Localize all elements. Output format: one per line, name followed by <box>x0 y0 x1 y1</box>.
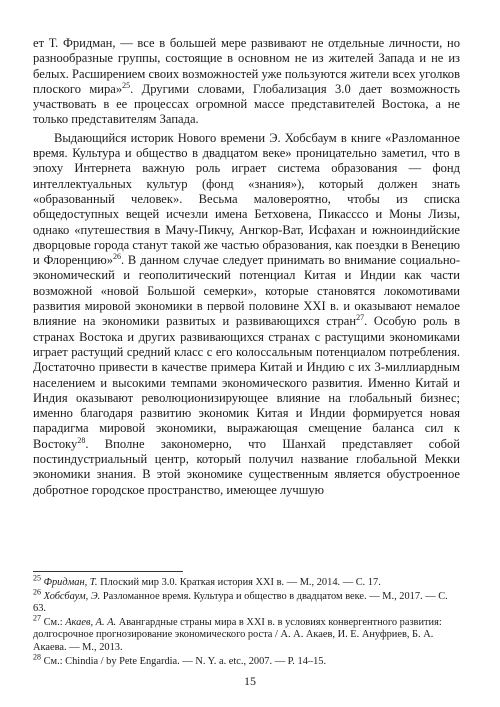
footnote-text: Авангардные страны мира в XXI в. в условиях конвергентного развития: долгосрочное прогнозирование экономического роста / А. А. Акаев, И. Е. Ануфриев, Б. А. Акаева. — М., 2013. <box>33 616 442 653</box>
paragraph-text: Выдающийся историк Нового времени Э. Хобсбаум в книге «Разломанное время. Культура и общество в двадцатом веке» проницательно заметил, что в эпоху Интернета важную роль играет система образования — фонд интеллектуальных культур (фонд «знания»), который должен знать «образованный человек». Весьма маловероятно, чтобы из списка общедоступных вещей исчезли имена Бетховена, Пикасссо и Моны Лизы, однако «путешествия в Мачу-Пикчу, Ангкор-Ват, Исфахан и южноиндийские дворцовые города станут такой же частью образования, как поездки в Венецию и Флоренцию» <box>33 130 460 268</box>
footnote-author: Хобсбаум, Э. <box>43 590 101 602</box>
footnote-number: 27 <box>33 613 41 623</box>
footnote-number: 26 <box>33 587 41 597</box>
paragraph-text: . Особую роль в странах Востока и других развивающихся странах с растущими экономиками играет растущий средний класс с его колоссальным потенциалом потребления. Достаточно привести в качестве примера Китай и Индию с их 3-миллиардным населением и высокими темпами экономического развития. Именно Китай и Индия оказывают революционизирующее влияние на глобальный бизнес; именно благодаря развитию экономик Китая и Индии формируется новая парадигма мировой экономики, выражающая смещение баланса сил к Востоку <box>33 314 461 451</box>
footnote-26 <box>33 587 460 616</box>
footnotes <box>33 573 460 669</box>
footnote-divider <box>33 571 183 572</box>
paragraph-text: . В данном случае следует принимать во внимание социально-экономический и геополитический потенциал Китая и Индии как части возможной «новой Большой семерки», которые становятся локомотивами развития мировой экономики в первой половине XXI в. и оказывают немалое влияние на экономики развитых и развивающихся стран <box>33 253 460 329</box>
footnote-ref-25: 25 <box>122 80 131 90</box>
paragraph-text: ет Т. Фридман, — все в большей мере развивают не отдельные личности, но разнообразные группы, состоящие в основном не из жителей Запада и не из белых. Расширением своих возможностей уже пользуются жители всех уголков плоского мира» <box>33 36 460 96</box>
footnote-number: 28 <box>33 652 41 662</box>
footnote-text: Плоский мир 3.0. Краткая история XXI в. — М., 2014. — С. 17. <box>97 577 381 588</box>
main-text <box>33 36 460 498</box>
footnote-number: 25 <box>33 573 41 583</box>
paragraph-text: . Другими словами, Глобализация 3.0 дает возможность участвовать в ее процессах огромной массе представителей Востока, а не только представителям Запада. <box>33 81 460 127</box>
footnote-text: См.: Chindia / by Pete Engardia. — N. Y. a. etc., 2007. — P. 14–15. <box>41 655 327 667</box>
page-number: 15 <box>244 674 256 688</box>
footnote-ref-28: 28 <box>77 435 86 445</box>
paragraph-2 <box>33 131 460 498</box>
footnote-25 <box>33 573 460 590</box>
paragraph-1 <box>33 36 460 128</box>
footnote-ref-26: 26 <box>112 251 121 261</box>
footnote-author: Фридман, Т. <box>43 577 98 588</box>
footnote-author: Акаев, А. А. <box>65 616 117 628</box>
footnote-prefix: См.: <box>41 616 66 628</box>
footnote-text: Разломанное время. Культура и общество в двадцатом веке. — М., 2017. — С. 63. <box>33 590 448 615</box>
paragraph-text: . Вполне закономерно, что Шанхай представляет собой постиндустриальный центр, который получил название глобальной Мекки экономики знания. В этой экономике существенным является обустроенное добротное городское пространство, имеющее лучшую <box>33 436 460 497</box>
footnote-ref-27: 27 <box>356 313 365 323</box>
footnote-27 <box>33 613 460 655</box>
footnote-28 <box>33 652 460 669</box>
